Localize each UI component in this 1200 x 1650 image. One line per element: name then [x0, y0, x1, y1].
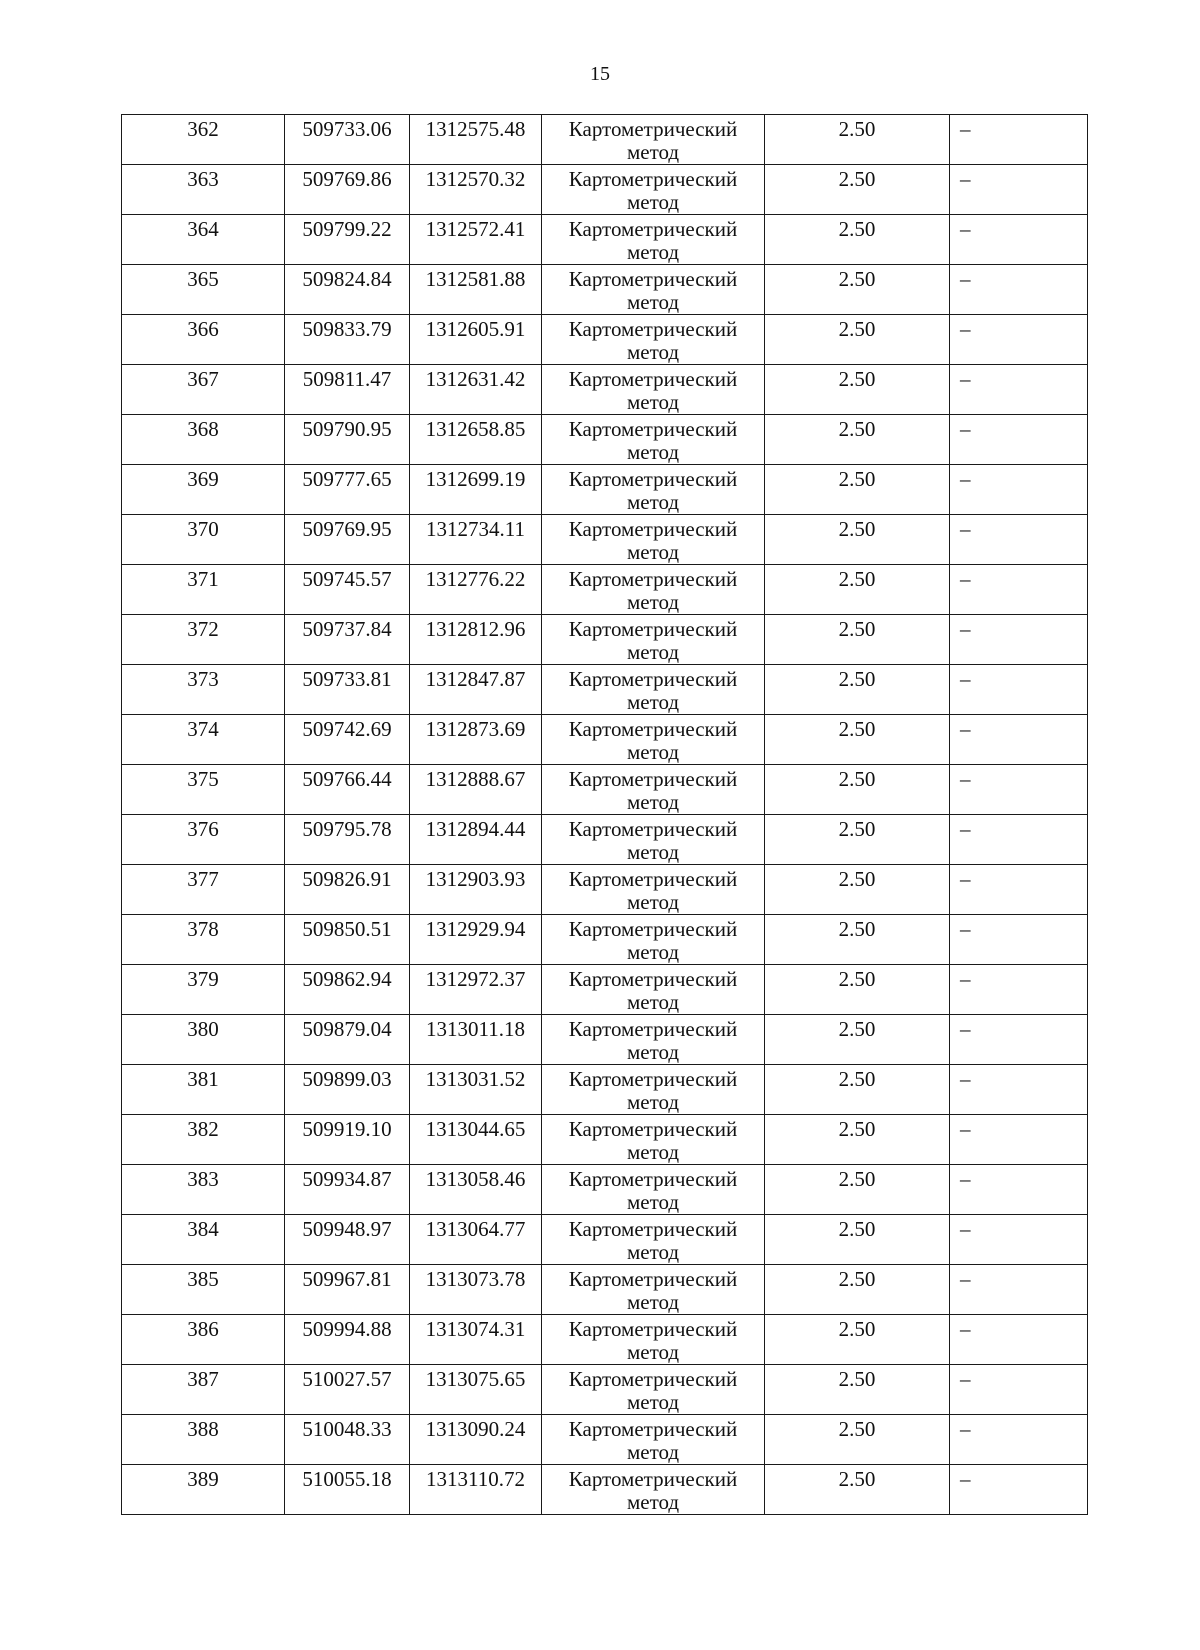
- note-cell: –: [950, 315, 1088, 365]
- note-cell: –: [950, 415, 1088, 465]
- method-text-line1: Картометрический: [568, 1367, 738, 1391]
- accuracy-cell: 2.50: [765, 1015, 950, 1065]
- method-text-line2: метод: [626, 690, 680, 714]
- x-coordinate-cell: 509826.91: [285, 865, 410, 915]
- point-number-cell: 378: [122, 915, 285, 965]
- table-row: [122, 1415, 1088, 1465]
- y-coordinate-cell: 1313044.65: [410, 1115, 542, 1165]
- accuracy-cell: 2.50: [765, 565, 950, 615]
- method-text-line2: метод: [626, 1040, 680, 1064]
- method-text-line2: метод: [626, 490, 680, 514]
- table-row: [122, 1165, 1088, 1215]
- point-number-cell: 382: [122, 1115, 285, 1165]
- note-cell: –: [950, 465, 1088, 515]
- y-coordinate-cell: 1313031.52: [410, 1065, 542, 1115]
- method-text-line2: метод: [626, 290, 680, 314]
- x-coordinate-cell: 509994.88: [285, 1315, 410, 1365]
- method-text-line2: метод: [626, 890, 680, 914]
- x-coordinate-cell: 509742.69: [285, 715, 410, 765]
- accuracy-cell: 2.50: [765, 515, 950, 565]
- method-cell: [542, 1215, 765, 1265]
- accuracy-cell: 2.50: [765, 415, 950, 465]
- method-cell: [542, 1465, 765, 1515]
- method-text-line2: метод: [626, 1190, 680, 1214]
- x-coordinate-cell: 509850.51: [285, 915, 410, 965]
- point-number-cell: 371: [122, 565, 285, 615]
- note-cell: –: [950, 1165, 1088, 1215]
- method-text-line1: Картометрический: [568, 1067, 738, 1091]
- accuracy-cell: 2.50: [765, 915, 950, 965]
- method-text-line1: Картометрический: [568, 417, 738, 441]
- method-text-line2: метод: [626, 190, 680, 214]
- method-cell: [542, 215, 765, 265]
- method-cell: [542, 1365, 765, 1415]
- y-coordinate-cell: 1312894.44: [410, 815, 542, 865]
- y-coordinate-cell: 1312572.41: [410, 215, 542, 265]
- accuracy-cell: 2.50: [765, 965, 950, 1015]
- method-cell: [542, 1115, 765, 1165]
- y-coordinate-cell: 1312605.91: [410, 315, 542, 365]
- point-number-cell: 363: [122, 165, 285, 215]
- method-text-line2: метод: [626, 340, 680, 364]
- accuracy-cell: 2.50: [765, 465, 950, 515]
- accuracy-cell: 2.50: [765, 1315, 950, 1365]
- y-coordinate-cell: 1312929.94: [410, 915, 542, 965]
- note-cell: –: [950, 615, 1088, 665]
- note-cell: –: [950, 115, 1088, 165]
- method-text-line1: Картометрический: [568, 367, 738, 391]
- coordinates-table: [121, 114, 1088, 1515]
- point-number-cell: 380: [122, 1015, 285, 1065]
- table-row: [122, 765, 1088, 815]
- y-coordinate-cell: 1312575.48: [410, 115, 542, 165]
- x-coordinate-cell: 509745.57: [285, 565, 410, 615]
- method-text-line1: Картометрический: [568, 467, 738, 491]
- accuracy-cell: 2.50: [765, 165, 950, 215]
- table-row: [122, 965, 1088, 1015]
- point-number-cell: 373: [122, 665, 285, 715]
- point-number-cell: 387: [122, 1365, 285, 1415]
- method-cell: [542, 315, 765, 365]
- method-cell: [542, 165, 765, 215]
- point-number-cell: 369: [122, 465, 285, 515]
- point-number-cell: 362: [122, 115, 285, 165]
- y-coordinate-cell: 1313090.24: [410, 1415, 542, 1465]
- method-cell: [542, 1065, 765, 1115]
- method-cell: [542, 715, 765, 765]
- method-cell: [542, 1265, 765, 1315]
- accuracy-cell: 2.50: [765, 1265, 950, 1315]
- method-cell: [542, 765, 765, 815]
- method-cell: [542, 515, 765, 565]
- method-text-line1: Картометрический: [568, 1167, 738, 1191]
- note-cell: –: [950, 515, 1088, 565]
- method-cell: [542, 565, 765, 615]
- y-coordinate-cell: 1312903.93: [410, 865, 542, 915]
- method-cell: [542, 665, 765, 715]
- accuracy-cell: 2.50: [765, 665, 950, 715]
- table-row: [122, 165, 1088, 215]
- x-coordinate-cell: 509934.87: [285, 1165, 410, 1215]
- table-row: [122, 1015, 1088, 1065]
- method-text-line1: Картометрический: [568, 767, 738, 791]
- method-text-line1: Картометрический: [568, 567, 738, 591]
- y-coordinate-cell: 1313075.65: [410, 1365, 542, 1415]
- table-row: [122, 1065, 1088, 1115]
- method-text-line1: Картометрический: [568, 317, 738, 341]
- accuracy-cell: 2.50: [765, 615, 950, 665]
- x-coordinate-cell: 509790.95: [285, 415, 410, 465]
- point-number-cell: 367: [122, 365, 285, 415]
- note-cell: –: [950, 1065, 1088, 1115]
- table-row: [122, 515, 1088, 565]
- method-text-line1: Картометрический: [568, 667, 738, 691]
- note-cell: –: [950, 1415, 1088, 1465]
- x-coordinate-cell: 510048.33: [285, 1415, 410, 1465]
- point-number-cell: 372: [122, 615, 285, 665]
- accuracy-cell: 2.50: [765, 215, 950, 265]
- x-coordinate-cell: 509799.22: [285, 215, 410, 265]
- table-row: [122, 365, 1088, 415]
- y-coordinate-cell: 1313074.31: [410, 1315, 542, 1365]
- x-coordinate-cell: 509879.04: [285, 1015, 410, 1065]
- accuracy-cell: 2.50: [765, 1465, 950, 1515]
- x-coordinate-cell: 509766.44: [285, 765, 410, 815]
- note-cell: –: [950, 815, 1088, 865]
- y-coordinate-cell: 1313110.72: [410, 1465, 542, 1515]
- table-body: [122, 115, 1088, 1515]
- accuracy-cell: 2.50: [765, 265, 950, 315]
- y-coordinate-cell: 1312570.32: [410, 165, 542, 215]
- table-row: [122, 1215, 1088, 1265]
- y-coordinate-cell: 1312812.96: [410, 615, 542, 665]
- accuracy-cell: 2.50: [765, 865, 950, 915]
- note-cell: –: [950, 665, 1088, 715]
- method-text-line1: Картометрический: [568, 1017, 738, 1041]
- method-text-line2: метод: [626, 640, 680, 664]
- note-cell: –: [950, 765, 1088, 815]
- method-text-line2: метод: [626, 1290, 680, 1314]
- method-text-line1: Картометрический: [568, 117, 738, 141]
- method-text-line2: метод: [626, 1240, 680, 1264]
- method-cell: [542, 265, 765, 315]
- point-number-cell: 368: [122, 415, 285, 465]
- x-coordinate-cell: 509777.65: [285, 465, 410, 515]
- method-cell: [542, 915, 765, 965]
- y-coordinate-cell: 1313073.78: [410, 1265, 542, 1315]
- note-cell: –: [950, 565, 1088, 615]
- note-cell: –: [950, 1115, 1088, 1165]
- method-text-line1: Картометрический: [568, 867, 738, 891]
- point-number-cell: 384: [122, 1215, 285, 1265]
- note-cell: –: [950, 165, 1088, 215]
- method-cell: [542, 365, 765, 415]
- note-cell: –: [950, 915, 1088, 965]
- y-coordinate-cell: 1313011.18: [410, 1015, 542, 1065]
- method-text-line2: метод: [626, 590, 680, 614]
- method-text-line2: метод: [626, 540, 680, 564]
- table-row: [122, 215, 1088, 265]
- method-cell: [542, 1165, 765, 1215]
- point-number-cell: 364: [122, 215, 285, 265]
- accuracy-cell: 2.50: [765, 315, 950, 365]
- method-text-line2: метод: [626, 390, 680, 414]
- accuracy-cell: 2.50: [765, 115, 950, 165]
- y-coordinate-cell: 1312972.37: [410, 965, 542, 1015]
- table-row: [122, 815, 1088, 865]
- method-text-line2: метод: [626, 940, 680, 964]
- method-text-line2: метод: [626, 1440, 680, 1464]
- x-coordinate-cell: 509795.78: [285, 815, 410, 865]
- x-coordinate-cell: 509862.94: [285, 965, 410, 1015]
- x-coordinate-cell: 509824.84: [285, 265, 410, 315]
- method-text-line1: Картометрический: [568, 1417, 738, 1441]
- table-row: [122, 315, 1088, 365]
- y-coordinate-cell: 1313058.46: [410, 1165, 542, 1215]
- x-coordinate-cell: 509811.47: [285, 365, 410, 415]
- table-row: [122, 915, 1088, 965]
- table-row: [122, 265, 1088, 315]
- method-text-line1: Картометрический: [568, 717, 738, 741]
- method-cell: [542, 415, 765, 465]
- method-cell: [542, 1415, 765, 1465]
- note-cell: –: [950, 965, 1088, 1015]
- x-coordinate-cell: 509733.06: [285, 115, 410, 165]
- note-cell: –: [950, 1215, 1088, 1265]
- y-coordinate-cell: 1312888.67: [410, 765, 542, 815]
- point-number-cell: 386: [122, 1315, 285, 1365]
- method-text-line2: метод: [626, 790, 680, 814]
- method-text-line1: Картометрический: [568, 1317, 738, 1341]
- method-text-line2: метод: [626, 1140, 680, 1164]
- method-text-line1: Картометрический: [568, 517, 738, 541]
- method-text-line1: Картометрический: [568, 917, 738, 941]
- point-number-cell: 383: [122, 1165, 285, 1215]
- x-coordinate-cell: 509737.84: [285, 615, 410, 665]
- method-text-line1: Картометрический: [568, 617, 738, 641]
- y-coordinate-cell: 1312699.19: [410, 465, 542, 515]
- method-text-line2: метод: [626, 140, 680, 164]
- note-cell: –: [950, 865, 1088, 915]
- method-text-line2: метод: [626, 1340, 680, 1364]
- method-text-line1: Картометрический: [568, 1467, 738, 1491]
- table-row: [122, 1465, 1088, 1515]
- method-text-line2: метод: [626, 1490, 680, 1514]
- method-text-line1: Картометрический: [568, 267, 738, 291]
- method-text-line1: Картометрический: [568, 1117, 738, 1141]
- page-number: 15: [590, 63, 610, 85]
- accuracy-cell: 2.50: [765, 365, 950, 415]
- method-text-line1: Картометрический: [568, 817, 738, 841]
- point-number-cell: 389: [122, 1465, 285, 1515]
- y-coordinate-cell: 1312776.22: [410, 565, 542, 615]
- method-text-line1: Картометрический: [568, 217, 738, 241]
- point-number-cell: 365: [122, 265, 285, 315]
- note-cell: –: [950, 715, 1088, 765]
- method-text-line2: метод: [626, 1090, 680, 1114]
- x-coordinate-cell: 509919.10: [285, 1115, 410, 1165]
- table-row: [122, 465, 1088, 515]
- point-number-cell: 377: [122, 865, 285, 915]
- method-text-line1: Картометрический: [568, 1267, 738, 1291]
- method-text-line2: метод: [626, 440, 680, 464]
- table-row: [122, 565, 1088, 615]
- accuracy-cell: 2.50: [765, 815, 950, 865]
- x-coordinate-cell: 509769.86: [285, 165, 410, 215]
- method-cell: [542, 115, 765, 165]
- x-coordinate-cell: 509769.95: [285, 515, 410, 565]
- y-coordinate-cell: 1312873.69: [410, 715, 542, 765]
- point-number-cell: 385: [122, 1265, 285, 1315]
- method-text-line2: метод: [626, 740, 680, 764]
- accuracy-cell: 2.50: [765, 1215, 950, 1265]
- table-row: [122, 415, 1088, 465]
- note-cell: –: [950, 265, 1088, 315]
- method-cell: [542, 965, 765, 1015]
- method-cell: [542, 1315, 765, 1365]
- point-number-cell: 381: [122, 1065, 285, 1115]
- method-text-line1: Картометрический: [568, 167, 738, 191]
- x-coordinate-cell: 510055.18: [285, 1465, 410, 1515]
- accuracy-cell: 2.50: [765, 715, 950, 765]
- note-cell: –: [950, 1465, 1088, 1515]
- accuracy-cell: 2.50: [765, 1365, 950, 1415]
- note-cell: –: [950, 1015, 1088, 1065]
- table-row: [122, 115, 1088, 165]
- method-cell: [542, 865, 765, 915]
- x-coordinate-cell: 509833.79: [285, 315, 410, 365]
- accuracy-cell: 2.50: [765, 1065, 950, 1115]
- note-cell: –: [950, 1365, 1088, 1415]
- accuracy-cell: 2.50: [765, 1415, 950, 1465]
- accuracy-cell: 2.50: [765, 1165, 950, 1215]
- accuracy-cell: 2.50: [765, 765, 950, 815]
- point-number-cell: 388: [122, 1415, 285, 1465]
- method-cell: [542, 1015, 765, 1065]
- y-coordinate-cell: 1312734.11: [410, 515, 542, 565]
- note-cell: –: [950, 1265, 1088, 1315]
- x-coordinate-cell: 509948.97: [285, 1215, 410, 1265]
- note-cell: –: [950, 1315, 1088, 1365]
- method-text-line1: Картометрический: [568, 1217, 738, 1241]
- x-coordinate-cell: 509899.03: [285, 1065, 410, 1115]
- point-number-cell: 366: [122, 315, 285, 365]
- method-text-line1: Картометрический: [568, 967, 738, 991]
- x-coordinate-cell: 510027.57: [285, 1365, 410, 1415]
- method-cell: [542, 465, 765, 515]
- method-cell: [542, 615, 765, 665]
- point-number-cell: 379: [122, 965, 285, 1015]
- table-row: [122, 1365, 1088, 1415]
- table-row: [122, 1115, 1088, 1165]
- table-row: [122, 865, 1088, 915]
- table-row: [122, 715, 1088, 765]
- note-cell: –: [950, 215, 1088, 265]
- method-text-line2: метод: [626, 1390, 680, 1414]
- x-coordinate-cell: 509967.81: [285, 1265, 410, 1315]
- point-number-cell: 370: [122, 515, 285, 565]
- method-text-line2: метод: [626, 990, 680, 1014]
- table-row: [122, 1315, 1088, 1365]
- accuracy-cell: 2.50: [765, 1115, 950, 1165]
- y-coordinate-cell: 1312631.42: [410, 365, 542, 415]
- point-number-cell: 374: [122, 715, 285, 765]
- point-number-cell: 375: [122, 765, 285, 815]
- y-coordinate-cell: 1312581.88: [410, 265, 542, 315]
- y-coordinate-cell: 1313064.77: [410, 1215, 542, 1265]
- y-coordinate-cell: 1312847.87: [410, 665, 542, 715]
- x-coordinate-cell: 509733.81: [285, 665, 410, 715]
- table-row: [122, 1265, 1088, 1315]
- table-row: [122, 615, 1088, 665]
- method-text-line2: метод: [626, 240, 680, 264]
- note-cell: –: [950, 365, 1088, 415]
- method-text-line2: метод: [626, 840, 680, 864]
- table-row: [122, 665, 1088, 715]
- method-cell: [542, 815, 765, 865]
- y-coordinate-cell: 1312658.85: [410, 415, 542, 465]
- point-number-cell: 376: [122, 815, 285, 865]
